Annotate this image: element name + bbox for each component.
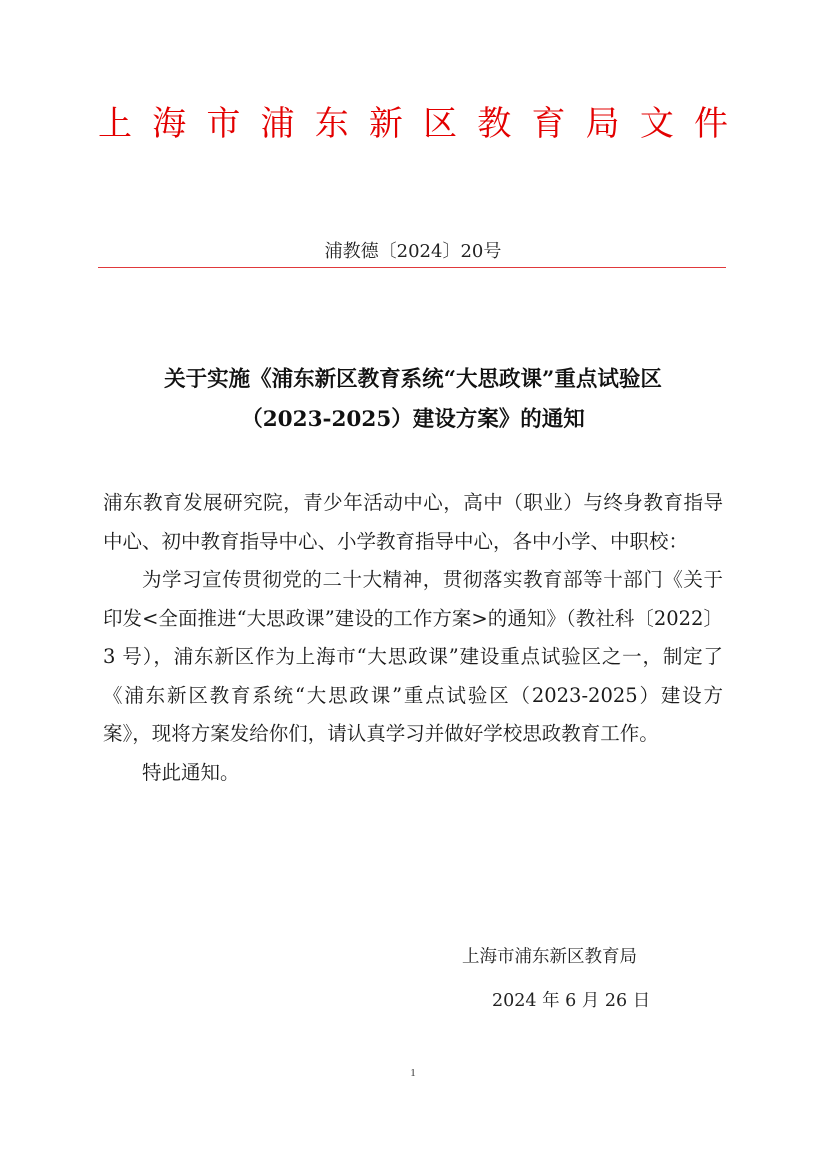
issuing-organization: 上海市浦东新区教育局: [462, 947, 637, 967]
body-paragraph: 为学习宣传贯彻党的二十大精神，贯彻落实教育部等十部门《关于印发<全面推进“大思政课”建设的工作方案>的通知》（教社科〔2022〕3 号），浦东新区作为上海市“大思政课”建设重点试验区之一，制定了《浦东新区教育系统“大思政课”重点试验区（2023-2025）建设方案》，现将方案发给你们，请认真学习并做好学校思政教育工作。: [103, 568, 723, 745]
header-divider: [98, 267, 726, 268]
document-header-title: 上海市浦东新区教育局文件: [98, 104, 728, 144]
notice-title-line-1: 关于实施《浦东新区教育系统“大思政课”重点试验区: [164, 367, 662, 392]
notice-title: [90, 360, 736, 440]
notice-body: [103, 484, 723, 792]
page-number: 1: [410, 1067, 416, 1079]
issue-date: 2024 年 6 月 26 日: [492, 991, 651, 1011]
document-number: 浦教德〔2024〕20号: [324, 241, 502, 262]
closing-line: 特此通知。: [142, 760, 240, 784]
notice-title-line-2: （2023-2025）建设方案》的通知: [241, 407, 585, 432]
recipients: 浦东教育发展研究院，青少年活动中心，高中（职业）与终身教育指导中心、初中教育指导中心、小学教育指导中心，各中小学、中职校：: [103, 491, 723, 553]
